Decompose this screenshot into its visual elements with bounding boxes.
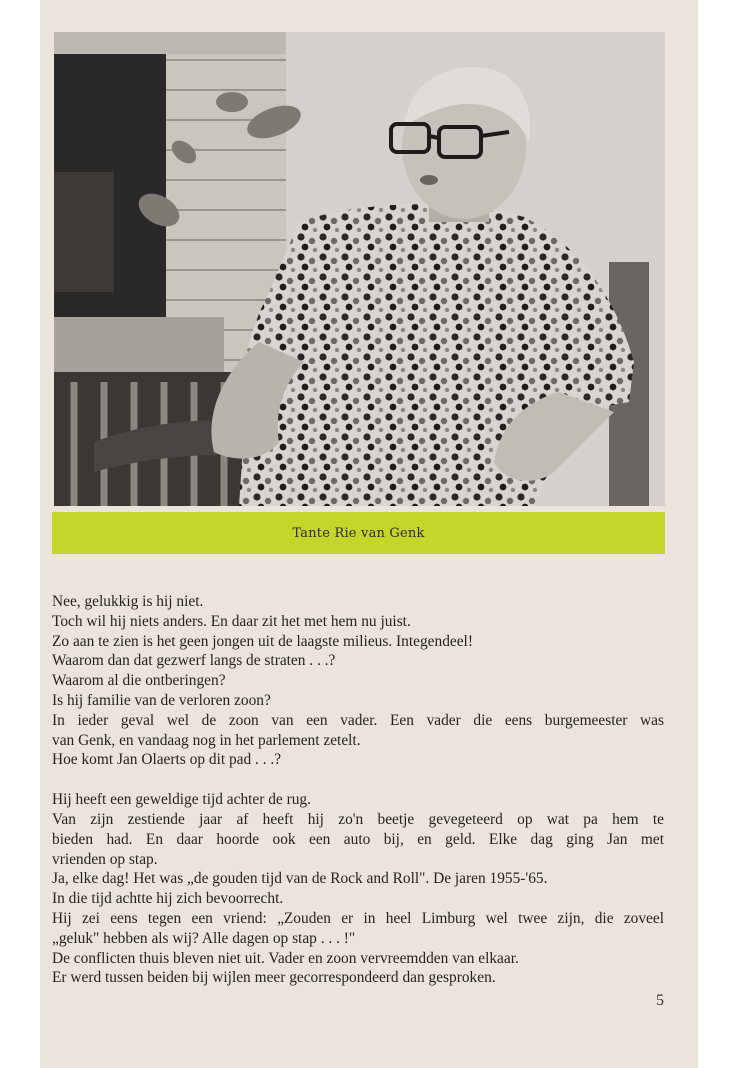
article-body — [52, 592, 664, 988]
text-line: Is hij familie van de verloren zoon? — [52, 691, 271, 709]
text-line: bieden had. En daar hoorde ook een auto bij, en geld. Elke dag ging Jan met — [52, 830, 664, 848]
text-line: „geluk" hebben als wij? Alle dagen op stap . . . !" — [52, 929, 356, 947]
text-line: In ieder geval wel de zoon van een vader. Een vader die eens burgemeester was — [52, 711, 664, 729]
text-line: Hoe komt Jan Olaerts op dit pad . . .? — [52, 751, 282, 769]
text-line: Hij zei eens tegen een vriend: „Zouden er in heel Limburg wel twee zijn, die zoveel — [52, 909, 664, 927]
text-line: Waarom dan dat gezwerf langs de straten . . .? — [52, 652, 336, 670]
text-line: van Genk, en vandaag nog in het parlement zetelt. — [52, 731, 361, 749]
text-line: In die tijd achtte hij zich bevoorrecht. — [52, 890, 284, 908]
text-line: vrienden op stap. — [52, 850, 158, 868]
text-line: Ja, elke dag! Het was „de gouden tijd van de Rock and Roll". De jaren 1955-'65. — [52, 870, 548, 888]
text-line: Van zijn zestiende jaar af heeft hij zo'n beetje gevegeteerd op wat pa hem te — [52, 810, 664, 828]
text-line: Waarom al die ontberingen? — [52, 672, 226, 690]
portrait-photo — [54, 32, 665, 506]
text-line: Hij heeft een geweldige tijd achter de rug. — [52, 791, 311, 809]
text-line: Nee, gelukkig is hij niet. — [52, 593, 204, 610]
text-line: De conflicten thuis bleven niet uit. Vader en zoon vervreemdden van elkaar. — [52, 949, 519, 967]
page — [40, 0, 698, 1068]
page-number: 5 — [656, 992, 664, 1009]
paragraph-gap — [52, 770, 664, 790]
text-line: Zo aan te zien is het geen jongen uit de laagste milieus. Integendeel! — [52, 632, 473, 650]
photo-caption: Tante Rie van Genk — [292, 525, 425, 541]
caption-bar — [52, 512, 665, 554]
text-line: Toch wil hij niets anders. En daar zit het met hem nu juist. — [52, 612, 411, 630]
text-line: Er werd tussen beiden bij wijlen meer gecorrespondeerd dan gesproken. — [52, 969, 496, 987]
